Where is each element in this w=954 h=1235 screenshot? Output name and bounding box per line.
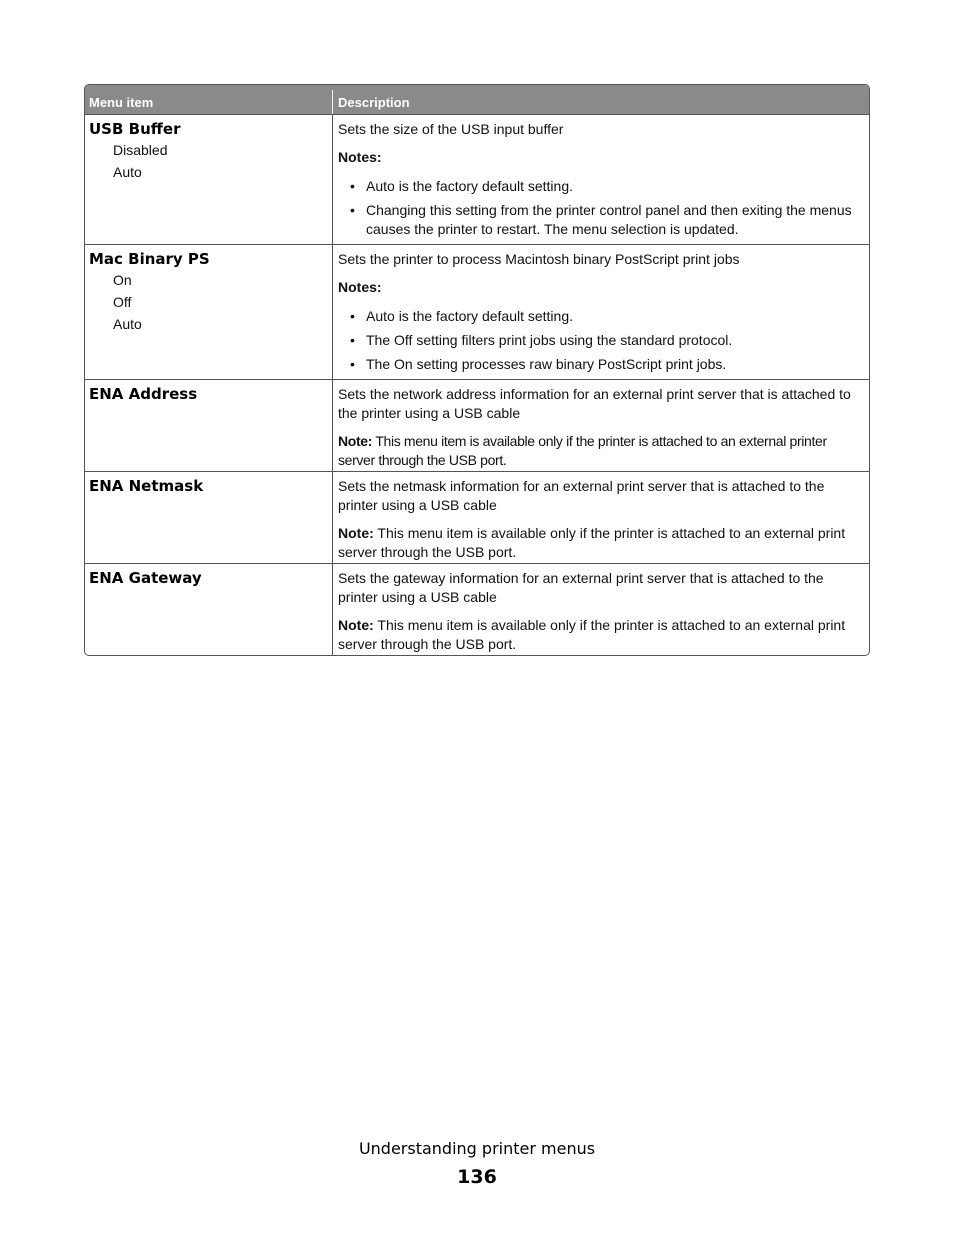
description-cell: [333, 564, 869, 655]
column-header-menu-item: Menu item: [85, 90, 333, 114]
menu-item-cell: [85, 245, 333, 379]
note-text: Auto is the factory default setting.: [366, 178, 574, 194]
menu-item-name: ENA Gateway: [89, 569, 202, 587]
bullet-icon: •: [350, 332, 355, 348]
menu-item-cell: [85, 472, 333, 563]
menu-item-option: Auto: [113, 316, 142, 332]
menu-item-name: USB Buffer: [89, 120, 181, 138]
table-row: [85, 471, 869, 563]
notes-label: Notes:: [338, 149, 382, 165]
note-text: The On setting processes raw binary PostScript print jobs.: [366, 356, 727, 372]
bullet-icon: •: [350, 356, 355, 372]
menu-item-name: ENA Netmask: [89, 477, 204, 495]
menu-item-cell: [85, 115, 333, 244]
note-text: [338, 432, 865, 470]
footer-section-title: Understanding printer menus: [358, 1139, 596, 1158]
bullet-icon: •: [350, 202, 355, 218]
note-text: [338, 524, 865, 562]
description-cell: [333, 380, 869, 471]
table-row: [85, 379, 869, 471]
menu-item-name: ENA Address: [89, 385, 198, 403]
description-cell: [333, 115, 869, 244]
note-label: Note:: [338, 525, 374, 541]
note-label: Note:: [338, 617, 374, 633]
menu-item-option: On: [113, 272, 132, 288]
notes-label: Notes:: [338, 279, 382, 295]
note-text: [338, 616, 865, 654]
table-row: [85, 244, 869, 379]
description-cell: [333, 472, 869, 563]
table-row: [85, 114, 869, 244]
menu-item-cell: [85, 564, 333, 655]
description-text: Sets the gateway information for an external print server that is attached to the printer using a USB cable: [338, 570, 824, 605]
note-text: Changing this setting from the printer control panel and then exiting the menus causes the printer to restart. The menu selection is updated.: [366, 202, 852, 237]
description-text: Sets the printer to process Macintosh binary PostScript print jobs: [338, 251, 740, 267]
list-item: [338, 331, 865, 350]
notes-list: [338, 307, 865, 374]
note-label: Note:: [338, 433, 373, 449]
menu-settings-table: [84, 84, 870, 656]
note-text: Auto is the factory default setting.: [366, 308, 574, 324]
menu-item-option: Off: [113, 294, 132, 310]
note-text: The Off setting filters print jobs using the standard protocol.: [366, 332, 733, 348]
list-item: [338, 307, 865, 326]
bullet-icon: •: [350, 308, 355, 324]
page-number: 136: [457, 1166, 497, 1188]
menu-item-option: Auto: [113, 164, 142, 180]
list-item: [338, 201, 865, 239]
note-body: This menu item is available only if the printer is attached to an external print server through the USB port.: [338, 617, 846, 652]
menu-item-cell: [85, 380, 333, 471]
description-text: Sets the size of the USB input buffer: [338, 121, 564, 137]
table-row: [85, 563, 869, 655]
notes-list: [338, 177, 865, 239]
table-header-row: [85, 85, 869, 114]
column-header-description: Description: [338, 95, 410, 110]
note-body: This menu item is available only if the printer is attached to an external printer server through the USB port.: [338, 433, 827, 468]
note-body: This menu item is available only if the printer is attached to an external print server through the USB port.: [338, 525, 846, 560]
bullet-icon: •: [350, 178, 355, 194]
list-item: [338, 177, 865, 196]
menu-item-name: Mac Binary PS: [89, 250, 210, 268]
description-text: Sets the network address information for an external print server that is attached to the printer using a USB cable: [338, 386, 851, 421]
menu-item-option: Disabled: [113, 142, 168, 158]
description-cell: [333, 245, 869, 379]
list-item: [338, 355, 865, 374]
description-text: Sets the netmask information for an external print server that is attached to the printer using a USB cable: [338, 478, 825, 513]
